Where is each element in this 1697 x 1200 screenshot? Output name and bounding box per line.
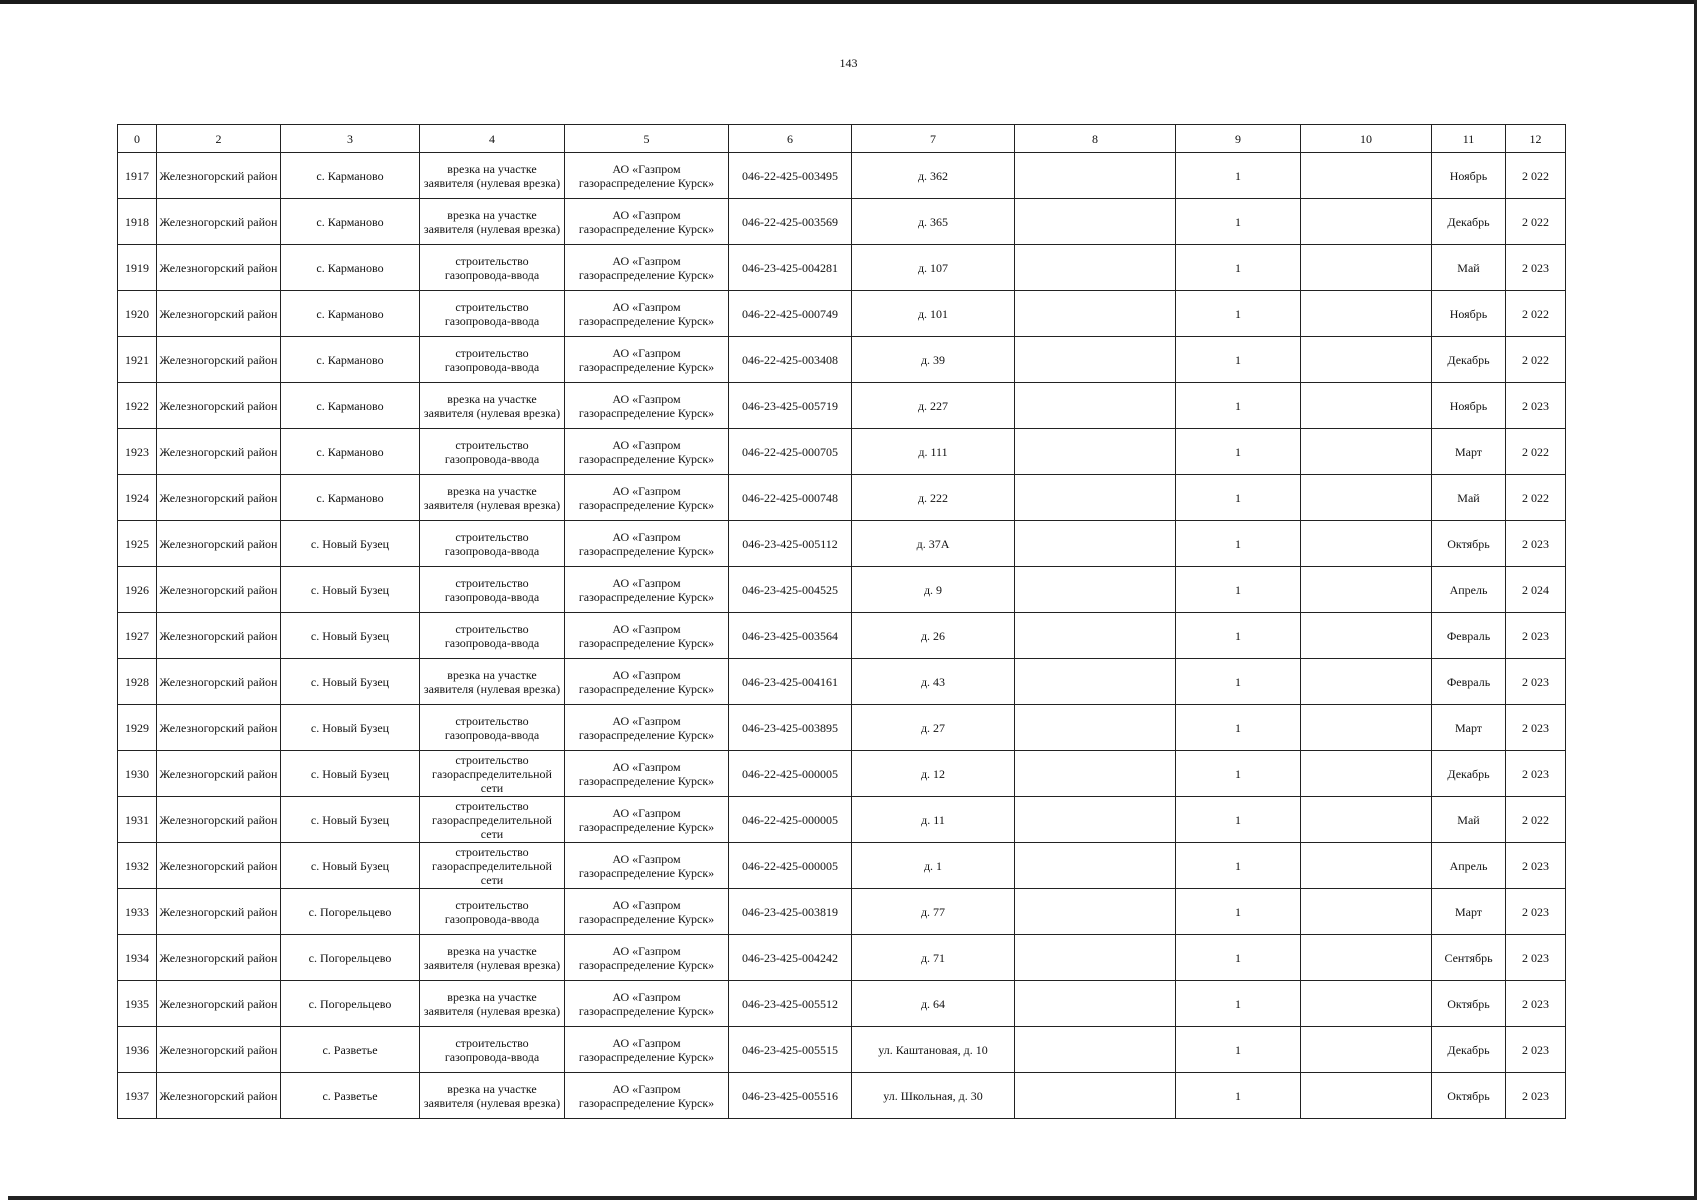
- month-cell: Май: [1432, 475, 1506, 521]
- work-type-cell: строительство газопровода-ввода: [420, 429, 565, 475]
- row-number: 1925: [118, 521, 157, 567]
- district-cell: Железногорский район: [157, 613, 281, 659]
- locality-cell: с. Разветье: [281, 1027, 420, 1073]
- column-10-cell: [1301, 1073, 1432, 1119]
- table-row: [118, 659, 1566, 705]
- scan-edge-bottom: [8, 1196, 1697, 1200]
- address-cell: д. 222: [852, 475, 1015, 521]
- district-cell: Железногорский район: [157, 337, 281, 383]
- column-header: 11: [1432, 125, 1506, 153]
- row-number: 1932: [118, 843, 157, 889]
- quantity-cell: 1: [1176, 613, 1301, 659]
- column-8-cell: [1015, 199, 1176, 245]
- year-cell: 2 022: [1506, 199, 1566, 245]
- object-code-cell: 046-23-425-003819: [729, 889, 852, 935]
- quantity-cell: 1: [1176, 429, 1301, 475]
- district-cell: Железногорский район: [157, 1073, 281, 1119]
- column-8-cell: [1015, 567, 1176, 613]
- object-code-cell: 046-23-425-004242: [729, 935, 852, 981]
- column-8-cell: [1015, 659, 1176, 705]
- column-10-cell: [1301, 199, 1432, 245]
- object-code-cell: 046-22-425-003408: [729, 337, 852, 383]
- table-row: [118, 291, 1566, 337]
- work-type-cell: врезка на участке заявителя (нулевая врезка): [420, 475, 565, 521]
- district-cell: Железногорский район: [157, 935, 281, 981]
- table-row: [118, 567, 1566, 613]
- district-cell: Железногорский район: [157, 1027, 281, 1073]
- column-10-cell: [1301, 383, 1432, 429]
- table-row: [118, 797, 1566, 843]
- object-code-cell: 046-22-425-000005: [729, 843, 852, 889]
- column-10-cell: [1301, 153, 1432, 199]
- row-number: 1919: [118, 245, 157, 291]
- month-cell: Ноябрь: [1432, 153, 1506, 199]
- table-row: [118, 429, 1566, 475]
- year-cell: 2 022: [1506, 153, 1566, 199]
- organization-cell: АО «Газпром газораспределение Курск»: [565, 337, 729, 383]
- column-10-cell: [1301, 1027, 1432, 1073]
- address-cell: д. 71: [852, 935, 1015, 981]
- column-10-cell: [1301, 659, 1432, 705]
- work-type-cell: врезка на участке заявителя (нулевая врезка): [420, 935, 565, 981]
- row-number: 1918: [118, 199, 157, 245]
- header-row: [118, 125, 1566, 153]
- month-cell: Апрель: [1432, 567, 1506, 613]
- column-header: 0: [118, 125, 157, 153]
- locality-cell: с. Погорельцево: [281, 889, 420, 935]
- column-10-cell: [1301, 291, 1432, 337]
- column-10-cell: [1301, 475, 1432, 521]
- address-cell: д. 39: [852, 337, 1015, 383]
- table-row: [118, 1027, 1566, 1073]
- quantity-cell: 1: [1176, 383, 1301, 429]
- month-cell: Март: [1432, 429, 1506, 475]
- year-cell: 2 023: [1506, 843, 1566, 889]
- address-cell: д. 64: [852, 981, 1015, 1027]
- work-type-cell: строительство газопровода-ввода: [420, 705, 565, 751]
- month-cell: Октябрь: [1432, 1073, 1506, 1119]
- work-type-cell: строительство газораспределительной сети: [420, 751, 565, 797]
- quantity-cell: 1: [1176, 797, 1301, 843]
- locality-cell: с. Погорельцево: [281, 981, 420, 1027]
- locality-cell: с. Погорельцево: [281, 935, 420, 981]
- object-code-cell: 046-22-425-000749: [729, 291, 852, 337]
- column-8-cell: [1015, 889, 1176, 935]
- organization-cell: АО «Газпром газораспределение Курск»: [565, 843, 729, 889]
- table-row: [118, 383, 1566, 429]
- organization-cell: АО «Газпром газораспределение Курск»: [565, 659, 729, 705]
- organization-cell: АО «Газпром газораспределение Курск»: [565, 705, 729, 751]
- year-cell: 2 023: [1506, 889, 1566, 935]
- district-cell: Железногорский район: [157, 659, 281, 705]
- quantity-cell: 1: [1176, 705, 1301, 751]
- district-cell: Железногорский район: [157, 475, 281, 521]
- address-cell: ул. Каштановая, д. 10: [852, 1027, 1015, 1073]
- table-row: [118, 521, 1566, 567]
- work-type-cell: врезка на участке заявителя (нулевая врезка): [420, 659, 565, 705]
- page-number: 143: [839, 56, 858, 70]
- column-8-cell: [1015, 981, 1176, 1027]
- row-number: 1924: [118, 475, 157, 521]
- district-cell: Железногорский район: [157, 291, 281, 337]
- work-type-cell: строительство газопровода-ввода: [420, 291, 565, 337]
- row-number: 1935: [118, 981, 157, 1027]
- month-cell: Декабрь: [1432, 337, 1506, 383]
- column-header: 5: [565, 125, 729, 153]
- work-type-cell: строительство газопровода-ввода: [420, 567, 565, 613]
- address-cell: д. 26: [852, 613, 1015, 659]
- object-code-cell: 046-23-425-005516: [729, 1073, 852, 1119]
- locality-cell: с. Карманово: [281, 153, 420, 199]
- address-cell: д. 101: [852, 291, 1015, 337]
- quantity-cell: 1: [1176, 935, 1301, 981]
- quantity-cell: 1: [1176, 521, 1301, 567]
- address-cell: д. 37А: [852, 521, 1015, 567]
- organization-cell: АО «Газпром газораспределение Курск»: [565, 1027, 729, 1073]
- table-row: [118, 613, 1566, 659]
- work-type-cell: строительство газопровода-ввода: [420, 613, 565, 659]
- column-header: 9: [1176, 125, 1301, 153]
- registry-table: [117, 124, 1566, 1119]
- year-cell: 2 023: [1506, 935, 1566, 981]
- month-cell: Октябрь: [1432, 981, 1506, 1027]
- organization-cell: АО «Газпром газораспределение Курск»: [565, 291, 729, 337]
- table-row: [118, 705, 1566, 751]
- row-number: 1928: [118, 659, 157, 705]
- column-8-cell: [1015, 245, 1176, 291]
- column-8-cell: [1015, 1027, 1176, 1073]
- address-cell: д. 365: [852, 199, 1015, 245]
- quantity-cell: 1: [1176, 659, 1301, 705]
- object-code-cell: 046-22-425-000705: [729, 429, 852, 475]
- address-cell: д. 27: [852, 705, 1015, 751]
- locality-cell: с. Карманово: [281, 291, 420, 337]
- column-header: 10: [1301, 125, 1432, 153]
- column-8-cell: [1015, 521, 1176, 567]
- address-cell: д. 111: [852, 429, 1015, 475]
- locality-cell: с. Карманово: [281, 245, 420, 291]
- column-10-cell: [1301, 843, 1432, 889]
- object-code-cell: 046-23-425-004281: [729, 245, 852, 291]
- district-cell: Железногорский район: [157, 245, 281, 291]
- month-cell: Март: [1432, 889, 1506, 935]
- address-cell: д. 107: [852, 245, 1015, 291]
- work-type-cell: строительство газопровода-ввода: [420, 1027, 565, 1073]
- work-type-cell: строительство газопровода-ввода: [420, 245, 565, 291]
- year-cell: 2 022: [1506, 797, 1566, 843]
- organization-cell: АО «Газпром газораспределение Курск»: [565, 153, 729, 199]
- work-type-cell: врезка на участке заявителя (нулевая врезка): [420, 153, 565, 199]
- organization-cell: АО «Газпром газораспределение Курск»: [565, 521, 729, 567]
- organization-cell: АО «Газпром газораспределение Курск»: [565, 383, 729, 429]
- address-cell: ул. Школьная, д. 30: [852, 1073, 1015, 1119]
- year-cell: 2 022: [1506, 291, 1566, 337]
- locality-cell: с. Карманово: [281, 429, 420, 475]
- table-body: [118, 153, 1566, 1119]
- quantity-cell: 1: [1176, 199, 1301, 245]
- work-type-cell: строительство газопровода-ввода: [420, 521, 565, 567]
- row-number: 1931: [118, 797, 157, 843]
- month-cell: Октябрь: [1432, 521, 1506, 567]
- district-cell: Железногорский район: [157, 153, 281, 199]
- row-number: 1920: [118, 291, 157, 337]
- row-number: 1927: [118, 613, 157, 659]
- column-8-cell: [1015, 429, 1176, 475]
- row-number: 1937: [118, 1073, 157, 1119]
- column-8-cell: [1015, 613, 1176, 659]
- district-cell: Железногорский район: [157, 843, 281, 889]
- work-type-cell: врезка на участке заявителя (нулевая врезка): [420, 1073, 565, 1119]
- column-8-cell: [1015, 153, 1176, 199]
- year-cell: 2 023: [1506, 1073, 1566, 1119]
- month-cell: Декабрь: [1432, 199, 1506, 245]
- quantity-cell: 1: [1176, 981, 1301, 1027]
- organization-cell: АО «Газпром газораспределение Курск»: [565, 797, 729, 843]
- table-row: [118, 153, 1566, 199]
- district-cell: Железногорский район: [157, 567, 281, 613]
- locality-cell: с. Карманово: [281, 337, 420, 383]
- object-code-cell: 046-22-425-000005: [729, 751, 852, 797]
- month-cell: Февраль: [1432, 613, 1506, 659]
- work-type-cell: строительство газораспределительной сети: [420, 797, 565, 843]
- row-number: 1923: [118, 429, 157, 475]
- table-row: [118, 475, 1566, 521]
- table-row: [118, 199, 1566, 245]
- column-8-cell: [1015, 935, 1176, 981]
- table-row: [118, 337, 1566, 383]
- address-cell: д. 362: [852, 153, 1015, 199]
- organization-cell: АО «Газпром газораспределение Курск»: [565, 245, 729, 291]
- column-header: 6: [729, 125, 852, 153]
- quantity-cell: 1: [1176, 475, 1301, 521]
- column-8-cell: [1015, 751, 1176, 797]
- column-10-cell: [1301, 245, 1432, 291]
- month-cell: Май: [1432, 245, 1506, 291]
- work-type-cell: строительство газопровода-ввода: [420, 889, 565, 935]
- year-cell: 2 023: [1506, 981, 1566, 1027]
- district-cell: Железногорский район: [157, 981, 281, 1027]
- column-10-cell: [1301, 705, 1432, 751]
- year-cell: 2 024: [1506, 567, 1566, 613]
- month-cell: Февраль: [1432, 659, 1506, 705]
- quantity-cell: 1: [1176, 1073, 1301, 1119]
- object-code-cell: 046-23-425-005719: [729, 383, 852, 429]
- work-type-cell: врезка на участке заявителя (нулевая врезка): [420, 383, 565, 429]
- organization-cell: АО «Газпром газораспределение Курск»: [565, 429, 729, 475]
- address-cell: д. 1: [852, 843, 1015, 889]
- month-cell: Май: [1432, 797, 1506, 843]
- table-row: [118, 935, 1566, 981]
- year-cell: 2 023: [1506, 1027, 1566, 1073]
- district-cell: Железногорский район: [157, 383, 281, 429]
- locality-cell: с. Новый Бузец: [281, 751, 420, 797]
- year-cell: 2 023: [1506, 751, 1566, 797]
- column-header: 3: [281, 125, 420, 153]
- month-cell: Ноябрь: [1432, 291, 1506, 337]
- month-cell: Декабрь: [1432, 751, 1506, 797]
- work-type-cell: врезка на участке заявителя (нулевая врезка): [420, 199, 565, 245]
- locality-cell: с. Разветье: [281, 1073, 420, 1119]
- address-cell: д. 77: [852, 889, 1015, 935]
- locality-cell: с. Новый Бузец: [281, 659, 420, 705]
- locality-cell: с. Новый Бузец: [281, 521, 420, 567]
- year-cell: 2 023: [1506, 659, 1566, 705]
- column-header: 7: [852, 125, 1015, 153]
- month-cell: Сентябрь: [1432, 935, 1506, 981]
- column-8-cell: [1015, 705, 1176, 751]
- column-10-cell: [1301, 613, 1432, 659]
- district-cell: Железногорский район: [157, 199, 281, 245]
- year-cell: 2 022: [1506, 337, 1566, 383]
- quantity-cell: 1: [1176, 843, 1301, 889]
- column-8-cell: [1015, 843, 1176, 889]
- column-10-cell: [1301, 797, 1432, 843]
- column-10-cell: [1301, 521, 1432, 567]
- address-cell: д. 43: [852, 659, 1015, 705]
- column-header: 4: [420, 125, 565, 153]
- quantity-cell: 1: [1176, 153, 1301, 199]
- quantity-cell: 1: [1176, 567, 1301, 613]
- quantity-cell: 1: [1176, 245, 1301, 291]
- column-10-cell: [1301, 751, 1432, 797]
- column-10-cell: [1301, 429, 1432, 475]
- column-8-cell: [1015, 383, 1176, 429]
- row-number: 1929: [118, 705, 157, 751]
- organization-cell: АО «Газпром газораспределение Курск»: [565, 199, 729, 245]
- locality-cell: с. Новый Бузец: [281, 797, 420, 843]
- object-code-cell: 046-23-425-004161: [729, 659, 852, 705]
- organization-cell: АО «Газпром газораспределение Курск»: [565, 981, 729, 1027]
- scan-edge-top: [0, 0, 1697, 4]
- object-code-cell: 046-22-425-000748: [729, 475, 852, 521]
- locality-cell: с. Новый Бузец: [281, 705, 420, 751]
- object-code-cell: 046-23-425-005515: [729, 1027, 852, 1073]
- object-code-cell: 046-23-425-005112: [729, 521, 852, 567]
- year-cell: 2 023: [1506, 613, 1566, 659]
- table-row: [118, 245, 1566, 291]
- column-10-cell: [1301, 981, 1432, 1027]
- object-code-cell: 046-22-425-000005: [729, 797, 852, 843]
- organization-cell: АО «Газпром газораспределение Курск»: [565, 935, 729, 981]
- organization-cell: АО «Газпром газораспределение Курск»: [565, 567, 729, 613]
- column-8-cell: [1015, 337, 1176, 383]
- table-row: [118, 981, 1566, 1027]
- quantity-cell: 1: [1176, 751, 1301, 797]
- district-cell: Железногорский район: [157, 797, 281, 843]
- column-header: 8: [1015, 125, 1176, 153]
- object-code-cell: 046-22-425-003569: [729, 199, 852, 245]
- row-number: 1921: [118, 337, 157, 383]
- organization-cell: АО «Газпром газораспределение Курск»: [565, 613, 729, 659]
- year-cell: 2 023: [1506, 245, 1566, 291]
- table-row: [118, 889, 1566, 935]
- column-10-cell: [1301, 567, 1432, 613]
- locality-cell: с. Новый Бузец: [281, 843, 420, 889]
- table-header: [118, 125, 1566, 153]
- year-cell: 2 022: [1506, 475, 1566, 521]
- object-code-cell: 046-23-425-005512: [729, 981, 852, 1027]
- object-code-cell: 046-22-425-003495: [729, 153, 852, 199]
- organization-cell: АО «Газпром газораспределение Курск»: [565, 751, 729, 797]
- quantity-cell: 1: [1176, 1027, 1301, 1073]
- quantity-cell: 1: [1176, 291, 1301, 337]
- month-cell: Апрель: [1432, 843, 1506, 889]
- month-cell: Март: [1432, 705, 1506, 751]
- year-cell: 2 023: [1506, 521, 1566, 567]
- district-cell: Железногорский район: [157, 429, 281, 475]
- district-cell: Железногорский район: [157, 521, 281, 567]
- row-number: 1934: [118, 935, 157, 981]
- address-cell: д. 227: [852, 383, 1015, 429]
- work-type-cell: строительство газораспределительной сети: [420, 843, 565, 889]
- column-header: 12: [1506, 125, 1566, 153]
- table-row: [118, 1073, 1566, 1119]
- row-number: 1933: [118, 889, 157, 935]
- district-cell: Железногорский район: [157, 751, 281, 797]
- address-cell: д. 11: [852, 797, 1015, 843]
- table-row: [118, 751, 1566, 797]
- year-cell: 2 022: [1506, 429, 1566, 475]
- locality-cell: с. Новый Бузец: [281, 567, 420, 613]
- column-header: 2: [157, 125, 281, 153]
- row-number: 1926: [118, 567, 157, 613]
- work-type-cell: строительство газопровода-ввода: [420, 337, 565, 383]
- organization-cell: АО «Газпром газораспределение Курск»: [565, 1073, 729, 1119]
- column-8-cell: [1015, 291, 1176, 337]
- year-cell: 2 023: [1506, 705, 1566, 751]
- column-8-cell: [1015, 797, 1176, 843]
- locality-cell: с. Карманово: [281, 383, 420, 429]
- object-code-cell: 046-23-425-003564: [729, 613, 852, 659]
- row-number: 1922: [118, 383, 157, 429]
- row-number: 1930: [118, 751, 157, 797]
- column-10-cell: [1301, 889, 1432, 935]
- locality-cell: с. Новый Бузец: [281, 613, 420, 659]
- table-row: [118, 843, 1566, 889]
- month-cell: Декабрь: [1432, 1027, 1506, 1073]
- column-10-cell: [1301, 337, 1432, 383]
- column-8-cell: [1015, 1073, 1176, 1119]
- district-cell: Железногорский район: [157, 889, 281, 935]
- object-code-cell: 046-23-425-004525: [729, 567, 852, 613]
- locality-cell: с. Карманово: [281, 199, 420, 245]
- organization-cell: АО «Газпром газораспределение Курск»: [565, 889, 729, 935]
- month-cell: Ноябрь: [1432, 383, 1506, 429]
- row-number: 1936: [118, 1027, 157, 1073]
- column-8-cell: [1015, 475, 1176, 521]
- address-cell: д. 12: [852, 751, 1015, 797]
- year-cell: 2 023: [1506, 383, 1566, 429]
- locality-cell: с. Карманово: [281, 475, 420, 521]
- organization-cell: АО «Газпром газораспределение Курск»: [565, 475, 729, 521]
- quantity-cell: 1: [1176, 337, 1301, 383]
- column-10-cell: [1301, 935, 1432, 981]
- work-type-cell: врезка на участке заявителя (нулевая врезка): [420, 981, 565, 1027]
- row-number: 1917: [118, 153, 157, 199]
- address-cell: д. 9: [852, 567, 1015, 613]
- quantity-cell: 1: [1176, 889, 1301, 935]
- district-cell: Железногорский район: [157, 705, 281, 751]
- object-code-cell: 046-23-425-003895: [729, 705, 852, 751]
